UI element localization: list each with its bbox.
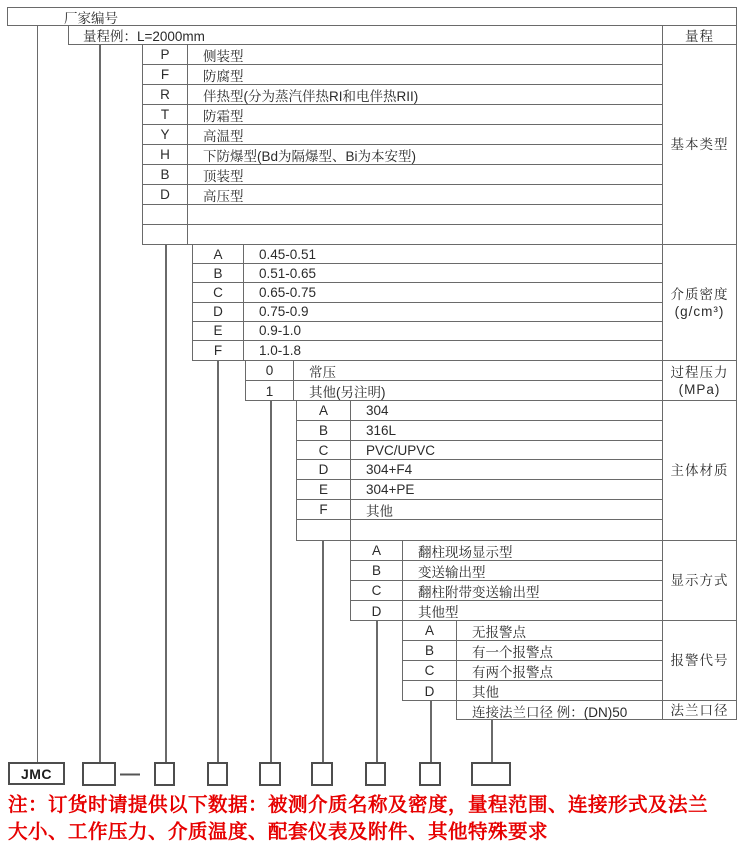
option-row-body-material-3 [297,441,662,461]
option-code: C [403,661,457,680]
option-code: B [403,641,457,660]
option-code: T [143,105,188,124]
option-description [188,205,662,224]
option-description: 其他 [472,685,499,700]
manufacturer-number-label: 厂家编号 [64,10,118,26]
option-description: 0.51-0.65 [259,265,317,281]
code-box-range [82,762,116,786]
option-description: 高温型 [203,128,244,144]
code-box-medium-density [207,762,228,786]
option-code: B [297,421,351,440]
option-code: C [193,283,244,301]
category-label-line: 法兰口径 [670,702,729,718]
option-description: 下防爆型(Bd为隔爆型、Bi为本安型) [203,148,417,164]
option-row-basic-type-4 [143,105,662,125]
connector-line-basic-type [165,244,167,762]
option-row-body-material-4 [297,460,662,480]
option-row-basic-type-3 [143,85,662,105]
option-row-basic-type-6 [143,145,662,165]
range-example-row [68,25,663,45]
section-alarm-code [402,620,663,701]
connector-line-medium-density [217,360,219,762]
option-row-display-mode-2 [351,561,662,581]
option-code: A [351,541,403,560]
manufacturer-number-row [7,7,737,26]
option-row-alarm-code-2 [403,641,662,661]
option-description: 翻柱现场显示型 [418,544,513,560]
option-description: 316L [366,422,397,438]
category-label-process-pressure [662,360,737,401]
connector-line-model-prefix [37,25,39,762]
option-description: 其他 [366,503,393,519]
option-description: 侧装型 [203,48,244,64]
option-description: 304 [366,402,389,418]
option-code [143,205,188,224]
option-code: C [297,441,351,460]
option-code: D [351,601,403,621]
connector-line-range [99,44,101,762]
option-row-medium-density-1 [193,245,662,264]
range-category-cell [662,25,737,45]
option-description: 其他(另注明) [309,385,386,400]
category-label-line: 过程压力 [670,364,729,380]
option-row-medium-density-6 [193,341,662,360]
option-description: 有一个报警点 [472,644,553,660]
option-description: 变送输出型 [418,564,486,580]
category-label-line: 显示方式 [670,573,729,588]
option-code: Y [143,125,188,144]
option-code: B [351,561,403,580]
option-row-display-mode-3 [351,581,662,601]
code-box-basic-type [154,762,175,786]
category-label-display-mode [662,540,737,621]
category-label-basic-type [662,44,737,245]
option-row-alarm-code-3 [403,661,662,681]
option-description: 连接法兰口径 例：(DN)50 [472,704,628,720]
category-label-line: 主体材质 [670,463,729,478]
option-code: 1 [246,381,294,401]
option-description: 防霜型 [203,108,244,124]
order-note-line2: 大小、工作压力、介质温度、配套仪表及附件、其他特殊要求 [8,821,549,843]
option-code: C [351,581,403,600]
option-row-medium-density-3 [193,283,662,302]
option-row-body-material-6 [297,500,662,520]
option-description: 其他型 [418,605,459,620]
section-process-pressure [245,360,663,401]
option-row-body-material-2 [297,421,662,441]
option-code: F [143,65,188,84]
option-code: E [193,322,244,340]
option-code: H [143,145,188,164]
option-row-basic-type-7 [143,165,662,185]
category-label-line: 报警代号 [670,653,729,668]
option-row-basic-type-1 [143,45,662,65]
option-code: D [193,303,244,321]
option-description: 有两个报警点 [472,664,553,680]
connector-line-flange-size [491,719,493,762]
option-row-basic-type-8 [143,185,662,205]
option-code [143,225,188,244]
option-row-medium-density-2 [193,264,662,283]
category-label-body-material [662,400,737,541]
option-description: 防腐型 [203,68,244,84]
connector-line-display-mode [376,620,378,762]
option-code: B [193,264,244,282]
category-label-alarm-code [662,620,737,701]
option-code: E [297,480,351,499]
category-label-line: 基本类型 [670,137,729,152]
option-code: D [297,460,351,479]
option-code: F [193,341,244,360]
category-label-flange-size [662,700,737,720]
order-note-line1: 注：订货时请提供以下数据：被测介质名称及密度，量程范围、连接形式及法兰 [8,794,709,816]
section-medium-density [192,244,663,361]
category-label-line: (g/cm³) [674,303,725,319]
option-code: 0 [246,361,294,380]
code-box-process-pressure [259,762,281,786]
category-label-line: (MPa) [678,381,721,397]
option-description: 顶装型 [203,168,244,184]
category-label-line: 介质密度 [670,286,729,302]
section-flange-size [456,700,663,720]
code-box-flange-size [471,762,511,786]
option-description [351,520,662,540]
option-row-body-material-7 [297,520,662,540]
section-body-material [296,400,663,541]
option-row-body-material-1 [297,401,662,421]
option-code: F [297,500,351,519]
option-code [297,520,351,540]
option-description: 0.45-0.51 [259,246,317,262]
code-box-alarm-code [419,762,441,786]
option-description: 常压 [309,364,336,380]
range-category-label: 量程 [685,29,714,44]
code-box-display-mode [365,762,386,786]
option-description: 无报警点 [472,624,526,640]
connector-line-body-material [322,540,324,762]
option-row-medium-density-5 [193,322,662,341]
option-description: 伴热型(分为蒸汽伴热RI和电伴热RII) [203,88,419,104]
option-description: 0.65-0.75 [259,284,317,300]
option-description: 高压型 [203,188,244,204]
section-display-mode [350,540,663,621]
option-row-flange-size-1 [457,701,662,720]
code-separator-dash: — [120,762,140,785]
option-row-basic-type-2 [143,65,662,85]
option-row-display-mode-4 [351,601,662,621]
option-row-display-mode-1 [351,541,662,561]
order-note [8,792,748,845]
option-row-basic-type-5 [143,125,662,145]
option-row-basic-type-10 [143,225,662,244]
option-description: PVC/UPVC [366,442,436,458]
option-row-process-pressure-2 [246,381,662,401]
option-description: 翻柱附带变送输出型 [418,584,540,600]
code-box-body-material [311,762,333,786]
option-code: B [143,165,188,184]
option-row-alarm-code-1 [403,621,662,641]
option-row-medium-density-4 [193,303,662,322]
option-code: R [143,85,188,104]
option-description: 304+F4 [366,462,413,478]
option-description: 0.75-0.9 [259,304,309,320]
option-description [188,225,662,244]
option-code: D [403,681,457,701]
connector-line-alarm-code [430,700,432,762]
category-label-medium-density [662,244,737,361]
option-description: 304+PE [366,482,415,498]
section-basic-type [142,44,663,245]
option-code: D [143,185,188,204]
model-prefix-box: JMC [8,762,65,785]
option-row-basic-type-9 [143,205,662,225]
option-code: A [297,401,351,420]
option-description: 1.0-1.8 [259,342,302,358]
option-code: P [143,45,188,64]
option-code: A [403,621,457,640]
option-row-process-pressure-1 [246,361,662,381]
connector-line-process-pressure [270,400,272,762]
option-row-alarm-code-4 [403,681,662,701]
option-code: A [193,245,244,263]
range-example-label: 量程例：L=2000mm [83,29,205,44]
option-row-body-material-5 [297,480,662,500]
option-description: 0.9-1.0 [259,323,302,339]
